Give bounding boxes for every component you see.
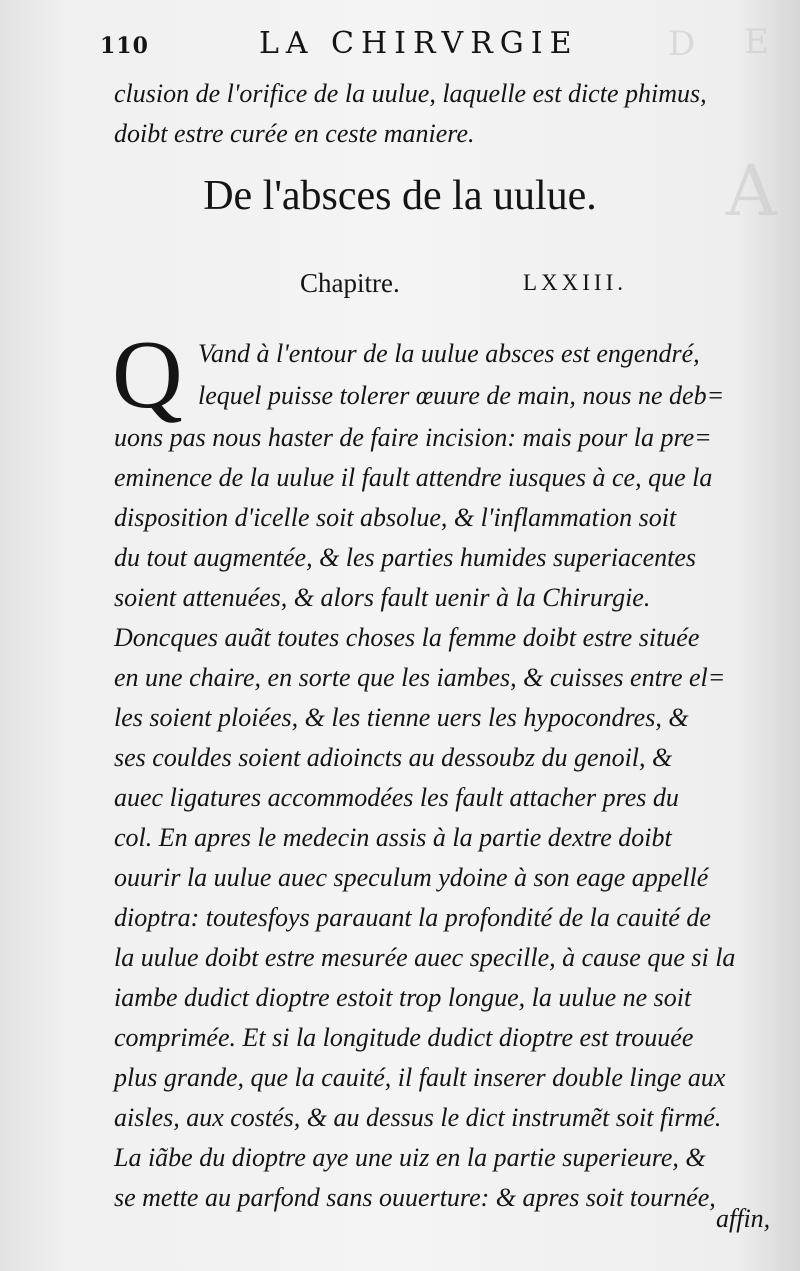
drop-cap: Q <box>112 321 183 429</box>
show-through-mark: D <box>668 24 696 64</box>
text-line: La iãbe du dioptre aye une uiz en la partie superieure, & <box>114 1143 706 1172</box>
text-line: doibt estre curée en ceste maniere. <box>114 119 475 148</box>
page-header <box>100 26 720 61</box>
chapter-title: De l'absces de la uulue. <box>203 173 597 219</box>
text-line: soient attenuées, & alors fault uenir à la Chirurgie. <box>114 583 651 612</box>
running-title: LA CHIRVRGIE <box>258 26 579 61</box>
text-line: disposition d'icelle soit absolue, & l'inflammation soit <box>114 503 677 532</box>
text-line: Doncques auãt toutes choses la femme doibt estre située <box>114 623 700 652</box>
text-line: se mette au parfond sans ouuerture: & apres soit tournée, <box>114 1183 716 1212</box>
text-line: iambe dudict dioptre estoit trop longue, la uulue ne soit <box>114 983 692 1012</box>
text-line: eminence de la uulue il fault attendre iusques à ce, que la <box>114 463 713 492</box>
show-through-mark: E <box>744 22 769 62</box>
page-number: 110 <box>100 33 149 59</box>
text-line: en une chaire, en sorte que les iambes, & cuisses entre el= <box>114 663 726 692</box>
text-line: du tout augmentée, & les parties humides superiacentes <box>114 543 697 572</box>
text-line: les soient ploiées, & les tienne uers les hypocondres, & <box>114 703 689 732</box>
text-line: dioptra: toutesfoys parauant la profondité de la cauité de <box>114 903 711 932</box>
text-line: lequel puisse tolerer œuure de main, nous ne deb= <box>198 381 725 410</box>
text-line: clusion de l'orifice de la uulue, laquelle est dicte phimus, <box>114 79 707 108</box>
text-line: Vand à l'entour de la uulue absces est engendré, <box>198 339 700 368</box>
text-line: col. En apres le medecin assis à la partie dextre doibt <box>114 823 672 852</box>
text-line: comprimée. Et si la longitude dudict dioptre est trouuée <box>114 1023 694 1052</box>
text-line: la uulue doibt estre mesurée auec specille, à cause que si la <box>114 943 736 972</box>
show-through-mark: A <box>726 150 777 232</box>
text-line: auec ligatures accommodées les fault attacher pres du <box>114 783 679 812</box>
text-line: plus grande, que la cauité, il fault inserer double linge aux <box>114 1063 726 1092</box>
chapter-label: Chapitre. <box>300 268 400 298</box>
text-line: ses couldes soient adioincts au dessoubz du genoil, & <box>114 743 673 772</box>
text-line: aisles, aux costés, & au dessus le dict instrumẽt soit firmé. <box>114 1103 722 1132</box>
text-line: uons pas nous haster de faire incision: mais pour la pre= <box>114 423 712 452</box>
text-line: ouurir la uulue auec speculum ydoine à son eage appellé <box>114 863 709 892</box>
catchword: affin, <box>716 1204 771 1233</box>
chapter-number: LXXIII. <box>523 270 627 295</box>
